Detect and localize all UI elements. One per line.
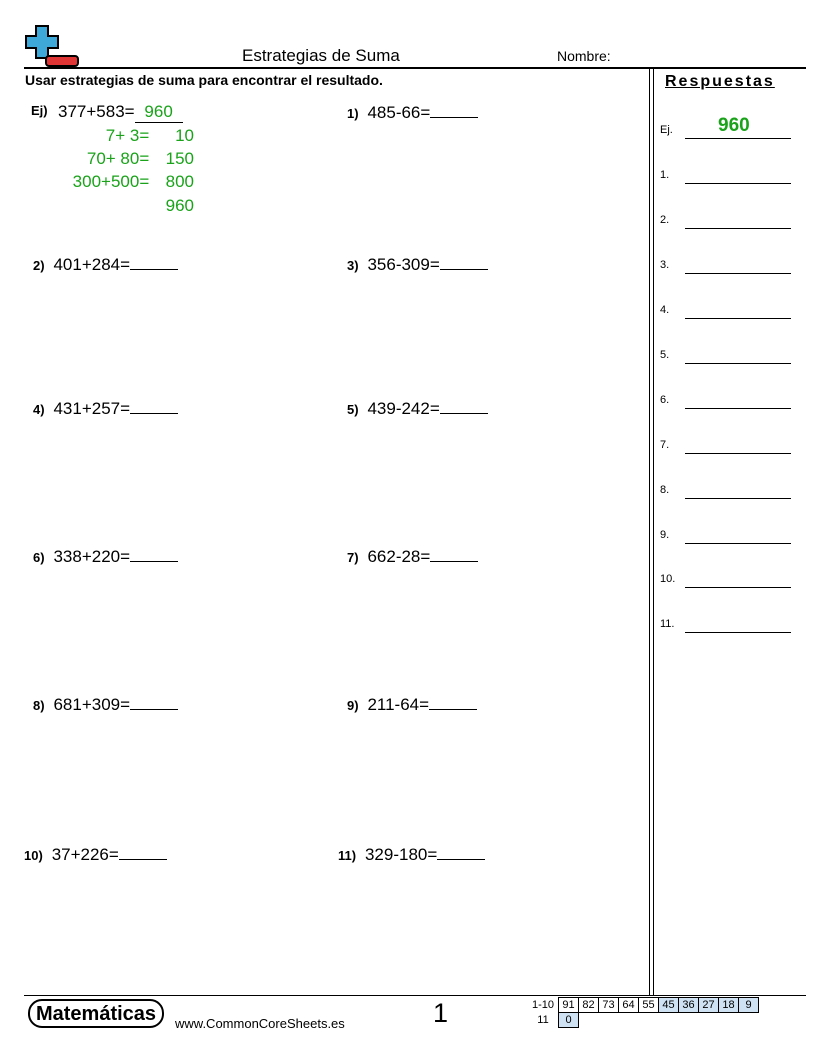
score-table <box>529 997 759 1028</box>
problem-8: 8) 681+309= <box>33 694 178 715</box>
answer-label: 8. <box>660 484 670 496</box>
answer-blank[interactable] <box>130 694 178 710</box>
answer-blank[interactable] <box>130 254 178 270</box>
answer-blank[interactable] <box>430 102 478 118</box>
answer-label-example: Ej. <box>660 124 673 136</box>
answer-divider-right <box>653 68 654 996</box>
plus-minus-logo-icon <box>24 24 80 68</box>
problem-3: 3) 356-309= <box>347 254 488 275</box>
problem-7: 7) 662-28= <box>347 546 478 567</box>
score-cell: 82 <box>579 998 599 1013</box>
score-row-label: 11 <box>537 1014 549 1026</box>
problem-4: 4) 431+257= <box>33 398 178 419</box>
answer-label: 1. <box>660 169 670 181</box>
answer-line[interactable] <box>685 228 791 229</box>
answer-line[interactable] <box>685 408 791 409</box>
problem-11: 11) 329-180= <box>338 844 485 865</box>
example-answer: 960 <box>135 102 183 123</box>
example-expression: 377+583= <box>58 102 135 121</box>
answer-blank[interactable] <box>119 844 167 860</box>
answer-line[interactable] <box>685 318 791 319</box>
answer-blank[interactable] <box>429 694 477 710</box>
answer-divider-left <box>649 68 650 996</box>
answer-line[interactable] <box>685 453 791 454</box>
score-cell: 73 <box>599 998 619 1013</box>
score-row <box>529 1013 759 1028</box>
problem-2: 2) 401+284= <box>33 254 178 275</box>
answer-line <box>685 138 791 139</box>
score-row <box>529 998 759 1013</box>
problem-1: 1) 485-66= <box>347 102 478 123</box>
footer-rule <box>24 995 806 996</box>
answer-blank[interactable] <box>130 546 178 562</box>
answer-line[interactable] <box>685 498 791 499</box>
answer-label: 6. <box>660 394 670 406</box>
header-rule <box>24 67 806 69</box>
problem-9: 9) 211-64= <box>347 694 477 715</box>
answer-label: 2. <box>660 214 670 226</box>
answer-line[interactable] <box>685 273 791 274</box>
instructions: Usar estrategias de suma para encontrar el resultado. <box>25 72 383 88</box>
answer-blank[interactable] <box>440 398 488 414</box>
answer-label: 10. <box>660 573 676 585</box>
example-step: 7+ 3= 10 <box>105 126 194 145</box>
site-url: www.CommonCoreSheets.es <box>175 1016 345 1031</box>
score-cell: 0 <box>559 1013 579 1028</box>
example-problem <box>58 102 183 123</box>
example-step: 960 <box>165 196 194 215</box>
problem-5: 5) 439-242= <box>347 398 488 419</box>
problem-10: 10) 37+226= <box>24 844 167 865</box>
score-cell: 18 <box>719 998 739 1013</box>
worksheet-title: Estrategias de Suma <box>242 46 400 65</box>
answer-label: 4. <box>660 304 670 316</box>
example-label: Ej) <box>31 103 48 118</box>
answer-blank[interactable] <box>430 546 478 562</box>
answer-line[interactable] <box>685 363 791 364</box>
problem-6: 6) 338+220= <box>33 546 178 567</box>
score-cell: 27 <box>699 998 719 1013</box>
answer-example-value: 960 <box>718 115 750 136</box>
name-label: Nombre: <box>557 48 611 64</box>
answer-blank[interactable] <box>437 844 485 860</box>
score-cell: 9 <box>739 998 759 1013</box>
score-cell: 55 <box>639 998 659 1013</box>
answer-label: 7. <box>660 439 670 451</box>
score-cell: 64 <box>619 998 639 1013</box>
answer-blank[interactable] <box>130 398 178 414</box>
answer-label: 3. <box>660 259 670 271</box>
answer-label: 11. <box>660 618 675 630</box>
answers-title: Respuestas <box>665 73 775 90</box>
score-cell: 45 <box>659 998 679 1013</box>
score-row-label: 1-10 <box>532 999 555 1011</box>
score-cell: 91 <box>559 998 579 1013</box>
answer-line[interactable] <box>685 632 791 633</box>
answer-line[interactable] <box>685 183 791 184</box>
score-cell: 36 <box>679 998 699 1013</box>
example-step: 300+500= 800 <box>72 172 194 191</box>
answer-line[interactable] <box>685 587 791 588</box>
answer-label: 5. <box>660 349 670 361</box>
answer-line[interactable] <box>685 543 791 544</box>
answer-label: 9. <box>660 529 670 541</box>
example-step: 70+ 80= 150 <box>86 149 194 168</box>
answer-blank[interactable] <box>440 254 488 270</box>
matematicas-badge: Matemáticas <box>28 999 164 1028</box>
page-number: 1 <box>433 998 449 1028</box>
